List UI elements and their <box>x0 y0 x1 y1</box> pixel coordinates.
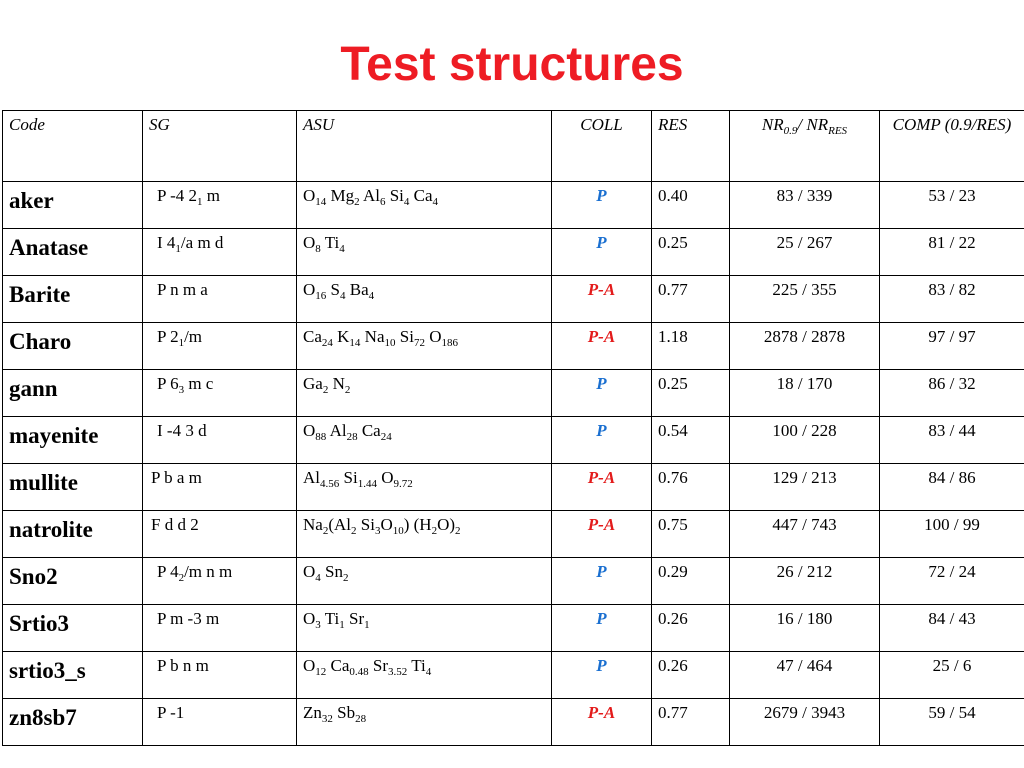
cell-code: Sno2 <box>3 558 143 605</box>
cell-sg: P -4 $2_1$ m <box>143 182 297 229</box>
table-row <box>3 182 1024 229</box>
cell-comp: 100 / 99 <box>880 511 1024 558</box>
table-header <box>3 111 1024 182</box>
cell-coll: P <box>552 605 652 652</box>
cell-coll: P-A <box>552 323 652 370</box>
cell-nr: 100 / 228 <box>730 417 880 464</box>
cell-asu: $O_8$ $Ti_4$ <box>297 229 552 276</box>
header-code: Code <box>3 111 143 182</box>
table-row <box>3 464 1024 511</box>
cell-comp: 59 / 54 <box>880 699 1024 746</box>
table-row <box>3 323 1024 370</box>
cell-comp: 81 / 22 <box>880 229 1024 276</box>
table-row <box>3 229 1024 276</box>
cell-comp: 53 / 23 <box>880 182 1024 229</box>
cell-asu: $O_3$ $Ti_1$ $Sr_1$ <box>297 605 552 652</box>
cell-asu: $Zn_{32}$ $Sb_{28}$ <box>297 699 552 746</box>
cell-coll: P-A <box>552 699 652 746</box>
table-row <box>3 511 1024 558</box>
header-comp: COMP (0.9/RES) <box>880 111 1024 182</box>
cell-res: 0.26 <box>652 605 730 652</box>
cell-code: natrolite <box>3 511 143 558</box>
cell-code: Anatase <box>3 229 143 276</box>
cell-code: mullite <box>3 464 143 511</box>
cell-coll: P <box>552 370 652 417</box>
cell-sg: I -4 3 d <box>143 417 297 464</box>
slide-title: Test structures <box>340 38 684 91</box>
cell-nr: 26 / 212 <box>730 558 880 605</box>
cell-nr: 16 / 180 <box>730 605 880 652</box>
cell-sg: P $2_1/m$ <box>143 323 297 370</box>
cell-nr: 83 / 339 <box>730 182 880 229</box>
cell-nr: 225 / 355 <box>730 276 880 323</box>
cell-sg: P $6_3$ m c <box>143 370 297 417</box>
cell-sg: F d d 2 <box>143 511 297 558</box>
cell-code: zn8sb7 <box>3 699 143 746</box>
cell-comp: 86 / 32 <box>880 370 1024 417</box>
cell-comp: 25 / 6 <box>880 652 1024 699</box>
cell-asu: $Al_{4.56}$ $Si_{1.44}$ $O_{9.72}$ <box>297 464 552 511</box>
cell-comp: 83 / 82 <box>880 276 1024 323</box>
table-row <box>3 605 1024 652</box>
cell-coll: P <box>552 417 652 464</box>
cell-nr: 447 / 743 <box>730 511 880 558</box>
cell-res: 0.54 <box>652 417 730 464</box>
structures-table <box>2 110 1024 746</box>
cell-asu: $Ca_{24}$ $K_{14}$ $Na_{10}$ $Si_{72}$ $O_{186}$ <box>297 323 552 370</box>
header-nr: $NR_{0.9}/$ $NR_{RES}$ <box>730 111 880 182</box>
cell-comp: 84 / 86 <box>880 464 1024 511</box>
header-asu: ASU <box>297 111 552 182</box>
cell-sg: P -1 <box>143 699 297 746</box>
cell-asu: $O_{14}$ $Mg_2$ $Al_6$ $Si_4$ $Ca_4$ <box>297 182 552 229</box>
table-row <box>3 417 1024 464</box>
cell-coll: P <box>552 182 652 229</box>
header-sg: SG <box>143 111 297 182</box>
cell-nr: 2679 / 3943 <box>730 699 880 746</box>
cell-asu: $O_4$ $Sn_2$ <box>297 558 552 605</box>
table-body <box>3 182 1024 746</box>
cell-code: mayenite <box>3 417 143 464</box>
cell-sg: P $4_2/m$ n m <box>143 558 297 605</box>
header-coll: COLL <box>552 111 652 182</box>
cell-code: gann <box>3 370 143 417</box>
cell-coll: P <box>552 558 652 605</box>
cell-res: 0.25 <box>652 370 730 417</box>
cell-coll: P-A <box>552 276 652 323</box>
cell-nr: 2878 / 2878 <box>730 323 880 370</box>
cell-asu: $O_{12}$ $Ca_{0.48}$ $Sr_{3.52}$ $Ti_4$ <box>297 652 552 699</box>
table-row <box>3 276 1024 323</box>
cell-sg: P n m a <box>143 276 297 323</box>
cell-nr: 18 / 170 <box>730 370 880 417</box>
cell-code: Charo <box>3 323 143 370</box>
cell-res: 0.75 <box>652 511 730 558</box>
cell-res: 0.40 <box>652 182 730 229</box>
cell-sg: P m -3 m <box>143 605 297 652</box>
cell-comp: 72 / 24 <box>880 558 1024 605</box>
cell-nr: 25 / 267 <box>730 229 880 276</box>
cell-asu: $O_{88}$ $Al_{28}$ $Ca_{24}$ <box>297 417 552 464</box>
cell-comp: 84 / 43 <box>880 605 1024 652</box>
cell-coll: P-A <box>552 464 652 511</box>
cell-res: 0.76 <box>652 464 730 511</box>
cell-res: 0.26 <box>652 652 730 699</box>
cell-asu: $O_{16}$ $S_4$ $Ba_4$ <box>297 276 552 323</box>
cell-res: 0.77 <box>652 699 730 746</box>
cell-code: Barite <box>3 276 143 323</box>
header-res: RES <box>652 111 730 182</box>
cell-res: 0.77 <box>652 276 730 323</box>
cell-code: aker <box>3 182 143 229</box>
cell-code: Srtio3 <box>3 605 143 652</box>
cell-sg: P b n m <box>143 652 297 699</box>
cell-nr: 129 / 213 <box>730 464 880 511</box>
table-row <box>3 370 1024 417</box>
cell-coll: P <box>552 229 652 276</box>
cell-asu: $Ga_2$ $N_2$ <box>297 370 552 417</box>
table-row <box>3 558 1024 605</box>
cell-comp: 97 / 97 <box>880 323 1024 370</box>
cell-sg: I $4_1/a$ m d <box>143 229 297 276</box>
header-row <box>3 111 1024 182</box>
cell-asu: $Na_2(Al_2$ $Si_3O_{10}$) $(H_2O)_2$ <box>297 511 552 558</box>
table-row <box>3 652 1024 699</box>
table-row <box>3 699 1024 746</box>
cell-coll: P-A <box>552 511 652 558</box>
cell-coll: P <box>552 652 652 699</box>
cell-res: 0.29 <box>652 558 730 605</box>
cell-comp: 83 / 44 <box>880 417 1024 464</box>
cell-res: 0.25 <box>652 229 730 276</box>
cell-res: 1.18 <box>652 323 730 370</box>
cell-sg: P b a m <box>143 464 297 511</box>
cell-nr: 47 / 464 <box>730 652 880 699</box>
cell-code: srtio3_s <box>3 652 143 699</box>
